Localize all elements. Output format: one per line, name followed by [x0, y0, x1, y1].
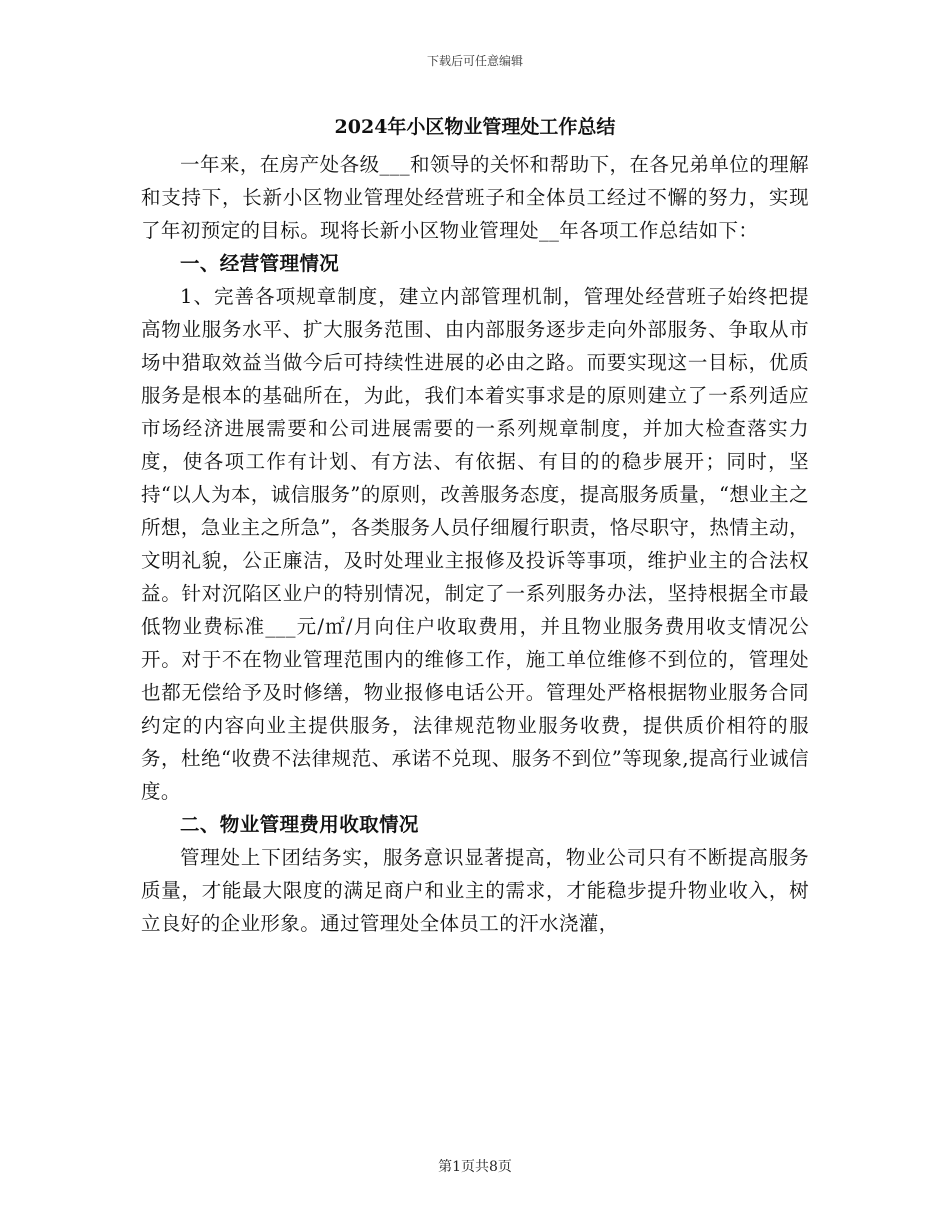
fees-paragraph: 管理处上下团结务实，服务意识显著提高，物业公司只有不断提高服务质量，才能最大限度的满足商户和业主的需求，才能稳步提升物业收入，树立良好的企业形象。通过管理处全体员工的汗水浇灌， [141, 846, 809, 935]
document-body [141, 148, 809, 940]
section-heading-fees: 二、物业管理费用收取情况 [180, 813, 419, 836]
operations-paragraph: 1、完善各项规章制度，建立内部管理机制，管理处经营班子始终把提高物业服务水平、扩大服务范围、由内部服务逐步走向外部服务、争取从市场中猎取效益当做今后可持续性进展的必由之路。而要实现这一目标，优质服务是根本的基础所在，为此，我们本着实事求是的原则建立了一系列适应市场经济进展需要和公司进展需要的一系列规章制度，并加大检查落实力度，使各项工作有计划、有方法、有依据、有目的的稳步展开；同时，坚持“以人为本，诚信服务”的原则，改善服务态度，提高服务质量，“想业主之所想，急业主之所急”，各类服务人员仔细履行职责，恪尽职守，热情主动，文明礼貌，公正廉洁，及时处理业主报修及投诉等事项，维护业主的合法权益。针对沉陷区业户的特别情况，制定了一系列服务办法，坚持根据全市最低物业费标准___元/㎡/月向住户收取费用，并且物业服务费用收支情况公开。对于不在物业管理范围内的维修工作，施工单位维修不到位的，管理处也都无偿给予及时修缮，物业报修电话公开。管理处严格根据物业服务合同约定的内容向业主提供服务，法律规范物业服务收费，提供质价相符的服务，杜绝“收费不法律规范、承诺不兑现、服务不到位”等现象,提高行业诚信度。 [141, 285, 809, 803]
section-heading-operations: 一、经营管理情况 [180, 252, 340, 275]
document-title: 2024年小区物业管理处工作总结 [334, 116, 616, 138]
intro-paragraph: 一年来，在房产处各级___和领导的关怀和帮助下，在各兄弟单位的理解和支持下，长新小区物业管理处经营班子和全体员工经过不懈的努力，实现了年初预定的目标。现将长新小区物业管理处__年各项工作总结如下： [141, 153, 809, 242]
page-number: 第1页共8页 [438, 1159, 512, 1175]
page-header-note: 下载后可任意编辑 [426, 54, 523, 68]
